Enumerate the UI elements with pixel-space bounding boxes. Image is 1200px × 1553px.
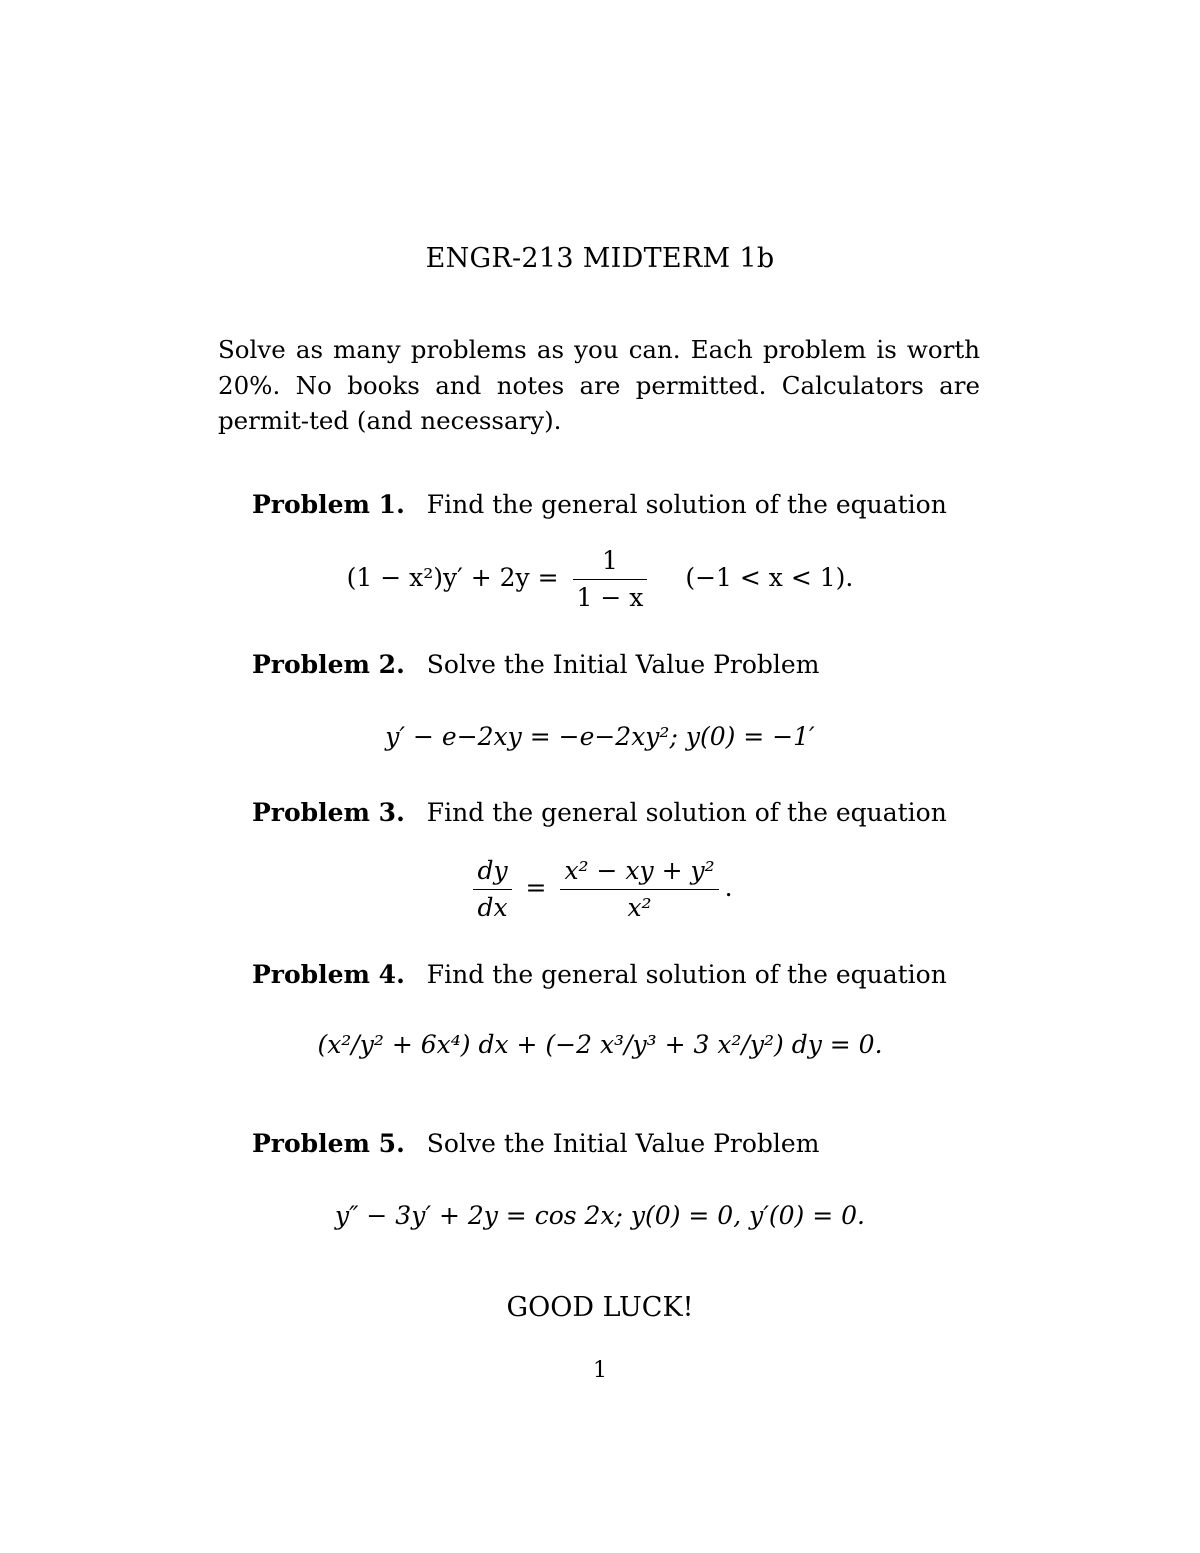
problem-1-text: Find the general solution of the equation (426, 490, 947, 519)
problem-3-equation (0, 857, 1200, 922)
problem-5-text: Solve the Initial Value Problem (426, 1129, 820, 1158)
problem-3-rhs-denominator: x² (627, 893, 652, 922)
problem-4-equation: (x²/y² + 6x⁴) dx + (−2 x³/y³ + 3 x²/y²) dy = 0. (317, 1030, 883, 1059)
problem-4-label: Problem 4. (252, 960, 405, 989)
problem-1-fraction-denominator: 1 − x (576, 583, 644, 612)
problem-1-equation (0, 547, 1200, 612)
problem-1-label: Problem 1. (252, 490, 405, 519)
problem-1-eq-domain: (−1 < x < 1). (685, 563, 854, 592)
problem-3-heading (252, 798, 947, 827)
problem-2-heading (252, 650, 819, 679)
problem-5-label: Problem 5. (252, 1129, 405, 1158)
problem-1-eq-left: (1 − x²)y′ + 2y = (346, 563, 559, 592)
problem-1-fraction (573, 547, 648, 612)
problem-3-rhs-fraction (560, 857, 718, 922)
page-number: 1 (593, 1358, 607, 1383)
exam-instructions: Solve as many problems as you can. Each problem is worth 20%. No books and notes are permitted. Calculators are permit-ted (and necessary). (218, 335, 980, 435)
problem-3-equals: = (525, 873, 547, 902)
problem-1-heading (252, 490, 947, 519)
exam-title: ENGR-213 MIDTERM 1b (425, 243, 775, 274)
problem-4-heading (252, 960, 947, 989)
problem-5-equation: y″ − 3y′ + 2y = cos 2x; y(0) = 0, y′(0) = 0. (334, 1201, 865, 1230)
problem-3-period: . (724, 873, 733, 902)
problem-4-text: Find the general solution of the equation (426, 960, 947, 989)
problem-3-text: Find the general solution of the equation (426, 798, 947, 827)
problem-3-lhs-fraction (473, 857, 511, 922)
problem-2-text: Solve the Initial Value Problem (426, 650, 820, 679)
problem-2-equation: y′ − e−2xy = −e−2xy²; y(0) = −1′ (385, 722, 815, 751)
problem-2-label: Problem 2. (252, 650, 405, 679)
problem-3-lhs-numerator: dy (473, 857, 511, 890)
problem-3-label: Problem 3. (252, 798, 405, 827)
problem-3-rhs-numerator: x² − xy + y² (560, 857, 718, 890)
closing-message: GOOD LUCK! (506, 1292, 694, 1323)
problem-1-fraction-numerator: 1 (573, 547, 648, 580)
problem-3-lhs-denominator: dx (477, 893, 508, 922)
problem-5-heading (252, 1129, 819, 1158)
